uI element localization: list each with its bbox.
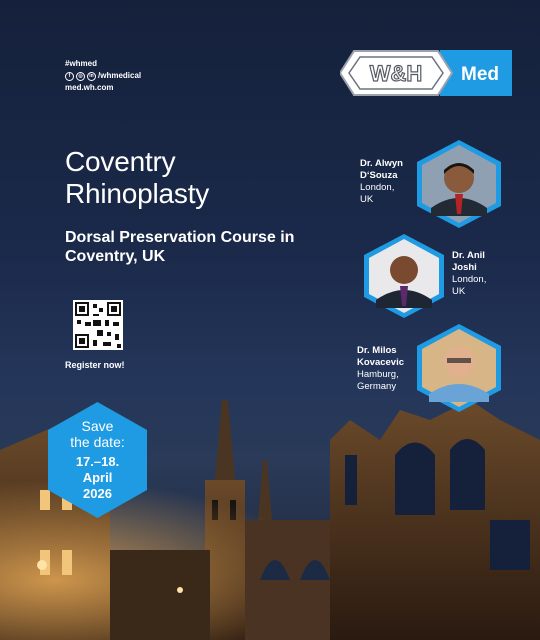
qr-code-icon[interactable] xyxy=(73,300,123,350)
save-the-date-text: Save the date: 17.–18. April 2026 xyxy=(70,418,125,501)
facebook-icon[interactable]: f xyxy=(65,72,74,81)
speaker-3: Dr. Milos Kovacevic Hamburg, Germany xyxy=(357,345,405,392)
wh-med-logo xyxy=(340,48,512,98)
social-handle: /whmedical xyxy=(98,71,142,80)
instagram-icon[interactable]: ◎ xyxy=(76,72,85,81)
speaker-1-photo xyxy=(415,138,503,230)
svg-text:Med: Med xyxy=(461,64,499,85)
hashtag: #whmed xyxy=(65,59,98,68)
social-row xyxy=(65,70,141,82)
speaker-2: Dr. Anil Joshi London, UK xyxy=(452,250,487,297)
website-link[interactable]: med.wh.com xyxy=(65,83,114,92)
register-link[interactable]: Register now! xyxy=(65,360,125,370)
speaker-3-photo xyxy=(415,322,503,414)
speaker-1: Dr. Alwyn D‘Souza London, UK xyxy=(360,158,403,205)
speaker-2-photo xyxy=(362,232,446,320)
page-title: Coventry Rhinoplasty xyxy=(65,146,210,209)
course-subtitle: Dorsal Preservation Course in Coventry, UK xyxy=(65,229,295,265)
svg-text:W&H: W&H xyxy=(369,61,423,86)
social-block xyxy=(65,58,141,94)
linkedin-icon[interactable]: in xyxy=(87,72,96,81)
